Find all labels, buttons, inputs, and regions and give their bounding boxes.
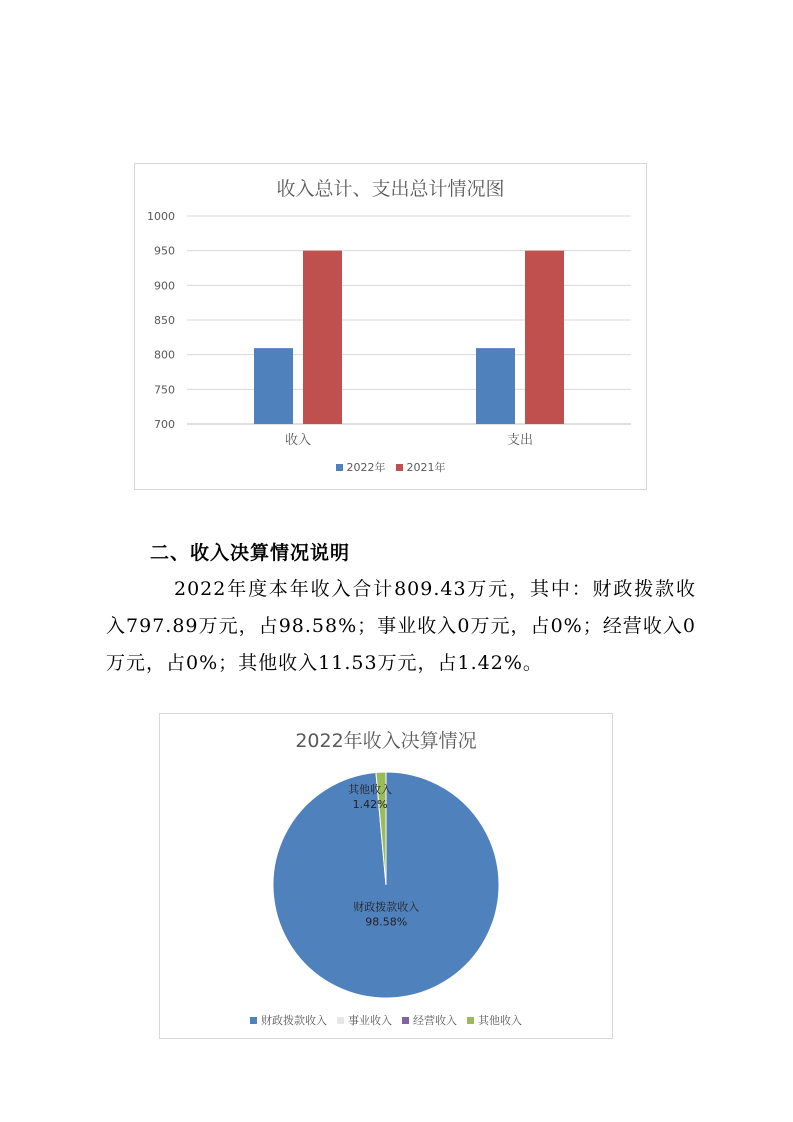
legend-label: 2022年 — [346, 461, 386, 474]
legend-item — [336, 459, 386, 475]
y-tick-label: 750 — [154, 383, 175, 397]
x-tick-label: 支出 — [506, 433, 534, 448]
pie-label-value: 1.42% — [352, 797, 388, 811]
legend-swatch — [467, 1017, 474, 1024]
pie-chart-legend — [160, 1012, 612, 1028]
legend-swatch — [402, 1017, 409, 1024]
y-tick-label: 950 — [154, 244, 175, 258]
x-tick-label: 收入 — [284, 433, 312, 448]
legend-label: 事业收入 — [348, 1014, 392, 1027]
pie-label-name: 其他收入 — [348, 782, 393, 796]
legend-item — [402, 1012, 457, 1028]
legend-label: 财政拨款收入 — [261, 1014, 327, 1027]
bar-2022年-收入 — [254, 348, 293, 424]
bar-chart — [134, 163, 647, 490]
bar-2021年-支出 — [525, 251, 564, 424]
pie-chart-title: 2022年收入决算情况 — [295, 730, 477, 752]
pie-chart-plot — [160, 714, 612, 1014]
legend-item — [250, 1012, 327, 1028]
bar-chart-legend — [135, 459, 646, 475]
legend-label: 经营收入 — [413, 1014, 457, 1027]
section-heading: 二、收入决算情况说明 — [150, 542, 351, 564]
legend-item — [467, 1012, 522, 1028]
legend-label: 其他收入 — [478, 1014, 522, 1027]
legend-item — [337, 1012, 392, 1028]
legend-swatch — [336, 464, 343, 471]
pie-chart — [159, 713, 613, 1039]
y-tick-label: 700 — [154, 418, 175, 431]
pie-label-name: 财政拨款收入 — [353, 900, 420, 914]
legend-swatch — [250, 1017, 257, 1024]
bar-2021年-收入 — [303, 251, 342, 424]
bar-2022年-支出 — [476, 348, 515, 424]
bar-chart-title: 收入总计、支出总计情况图 — [276, 178, 505, 200]
y-tick-label: 900 — [154, 279, 175, 293]
y-tick-label: 1000 — [147, 210, 175, 223]
legend-swatch — [337, 1017, 344, 1024]
y-tick-label: 800 — [154, 348, 175, 362]
y-tick-label: 850 — [154, 314, 175, 327]
legend-swatch — [396, 464, 403, 471]
income-paragraph: 2022年度本年收入合计809.43万元，其中：财政拨款收入797.89万元，占98.58%；事业收入0万元，占0%；经营收入0万元，占0%；其他收入11.53万元，占1.42%。 — [106, 578, 696, 674]
pie-label-value: 98.58% — [365, 915, 408, 929]
bar-chart-plot — [135, 164, 646, 454]
legend-item — [396, 459, 446, 475]
legend-label: 2021年 — [406, 461, 446, 474]
